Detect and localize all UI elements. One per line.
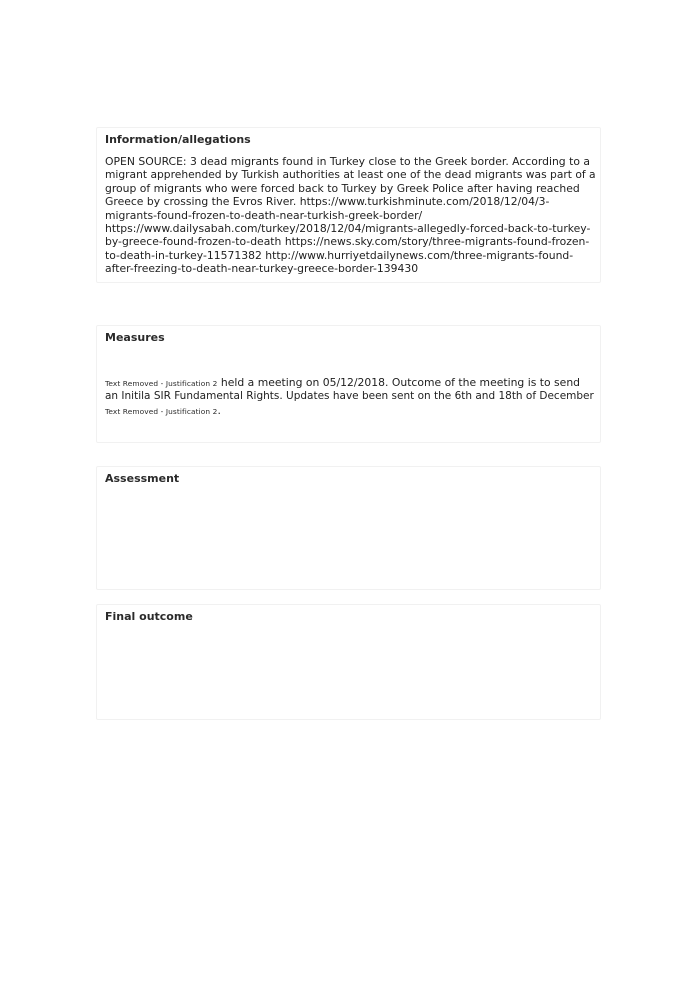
assessment-section — [96, 466, 601, 590]
information-line: to-death-in-turkey-11571382 http://www.hurriyetdailynews.com/three-migrants-found- — [105, 248, 574, 262]
redaction-label: Text Removed - Justification 2 — [105, 406, 218, 416]
information-line: migrants-found-frozen-to-death-near-turkish-greek-border/ — [105, 208, 423, 222]
information-line: by-greece-found-frozen-to-death https://news.sky.com/story/three-migrants-found-frozen- — [105, 235, 590, 249]
information-line: Greece by crossing the Evros River. https://www.turkishminute.com/2018/12/04/3- — [105, 195, 550, 209]
measures-line-suffix: . — [217, 403, 221, 417]
assessment-heading: Assessment — [105, 472, 180, 485]
information-line: https://www.dailysabah.com/turkey/2018/12/04/migrants-allegedly-forced-back-to-turkey- — [105, 222, 591, 236]
measures-section — [96, 325, 601, 443]
measures-text — [105, 376, 597, 418]
information-allegations-heading: Information/allegations — [105, 133, 251, 146]
information-line: after-freezing-to-death-near-turkey-greece-border-139430 — [105, 262, 419, 276]
final-outcome-heading: Final outcome — [105, 610, 193, 623]
measures-line-text: held a meeting on 05/12/2018. Outcome of the meeting is to send — [217, 376, 581, 389]
information-allegations-text — [105, 155, 597, 276]
information-line: group of migrants who were forced back to Turkey by Greek Police after having reached — [105, 181, 580, 195]
measures-line — [105, 404, 597, 418]
information-line: migrant apprehended by Turkish authorities at least one of the dead migrants was part of a — [105, 168, 596, 182]
information-line: OPEN SOURCE: 3 dead migrants found in Turkey close to the Greek border. According to a — [105, 155, 590, 168]
measures-line — [105, 376, 597, 390]
measures-line: an Initila SIR Fundamental Rights. Updates have been sent on the 6th and 18th of December — [105, 390, 594, 403]
redaction-label: Text Removed - Justification 2 — [105, 379, 218, 388]
information-allegations-section — [96, 127, 601, 283]
measures-heading: Measures — [105, 331, 165, 344]
final-outcome-section — [96, 604, 601, 720]
